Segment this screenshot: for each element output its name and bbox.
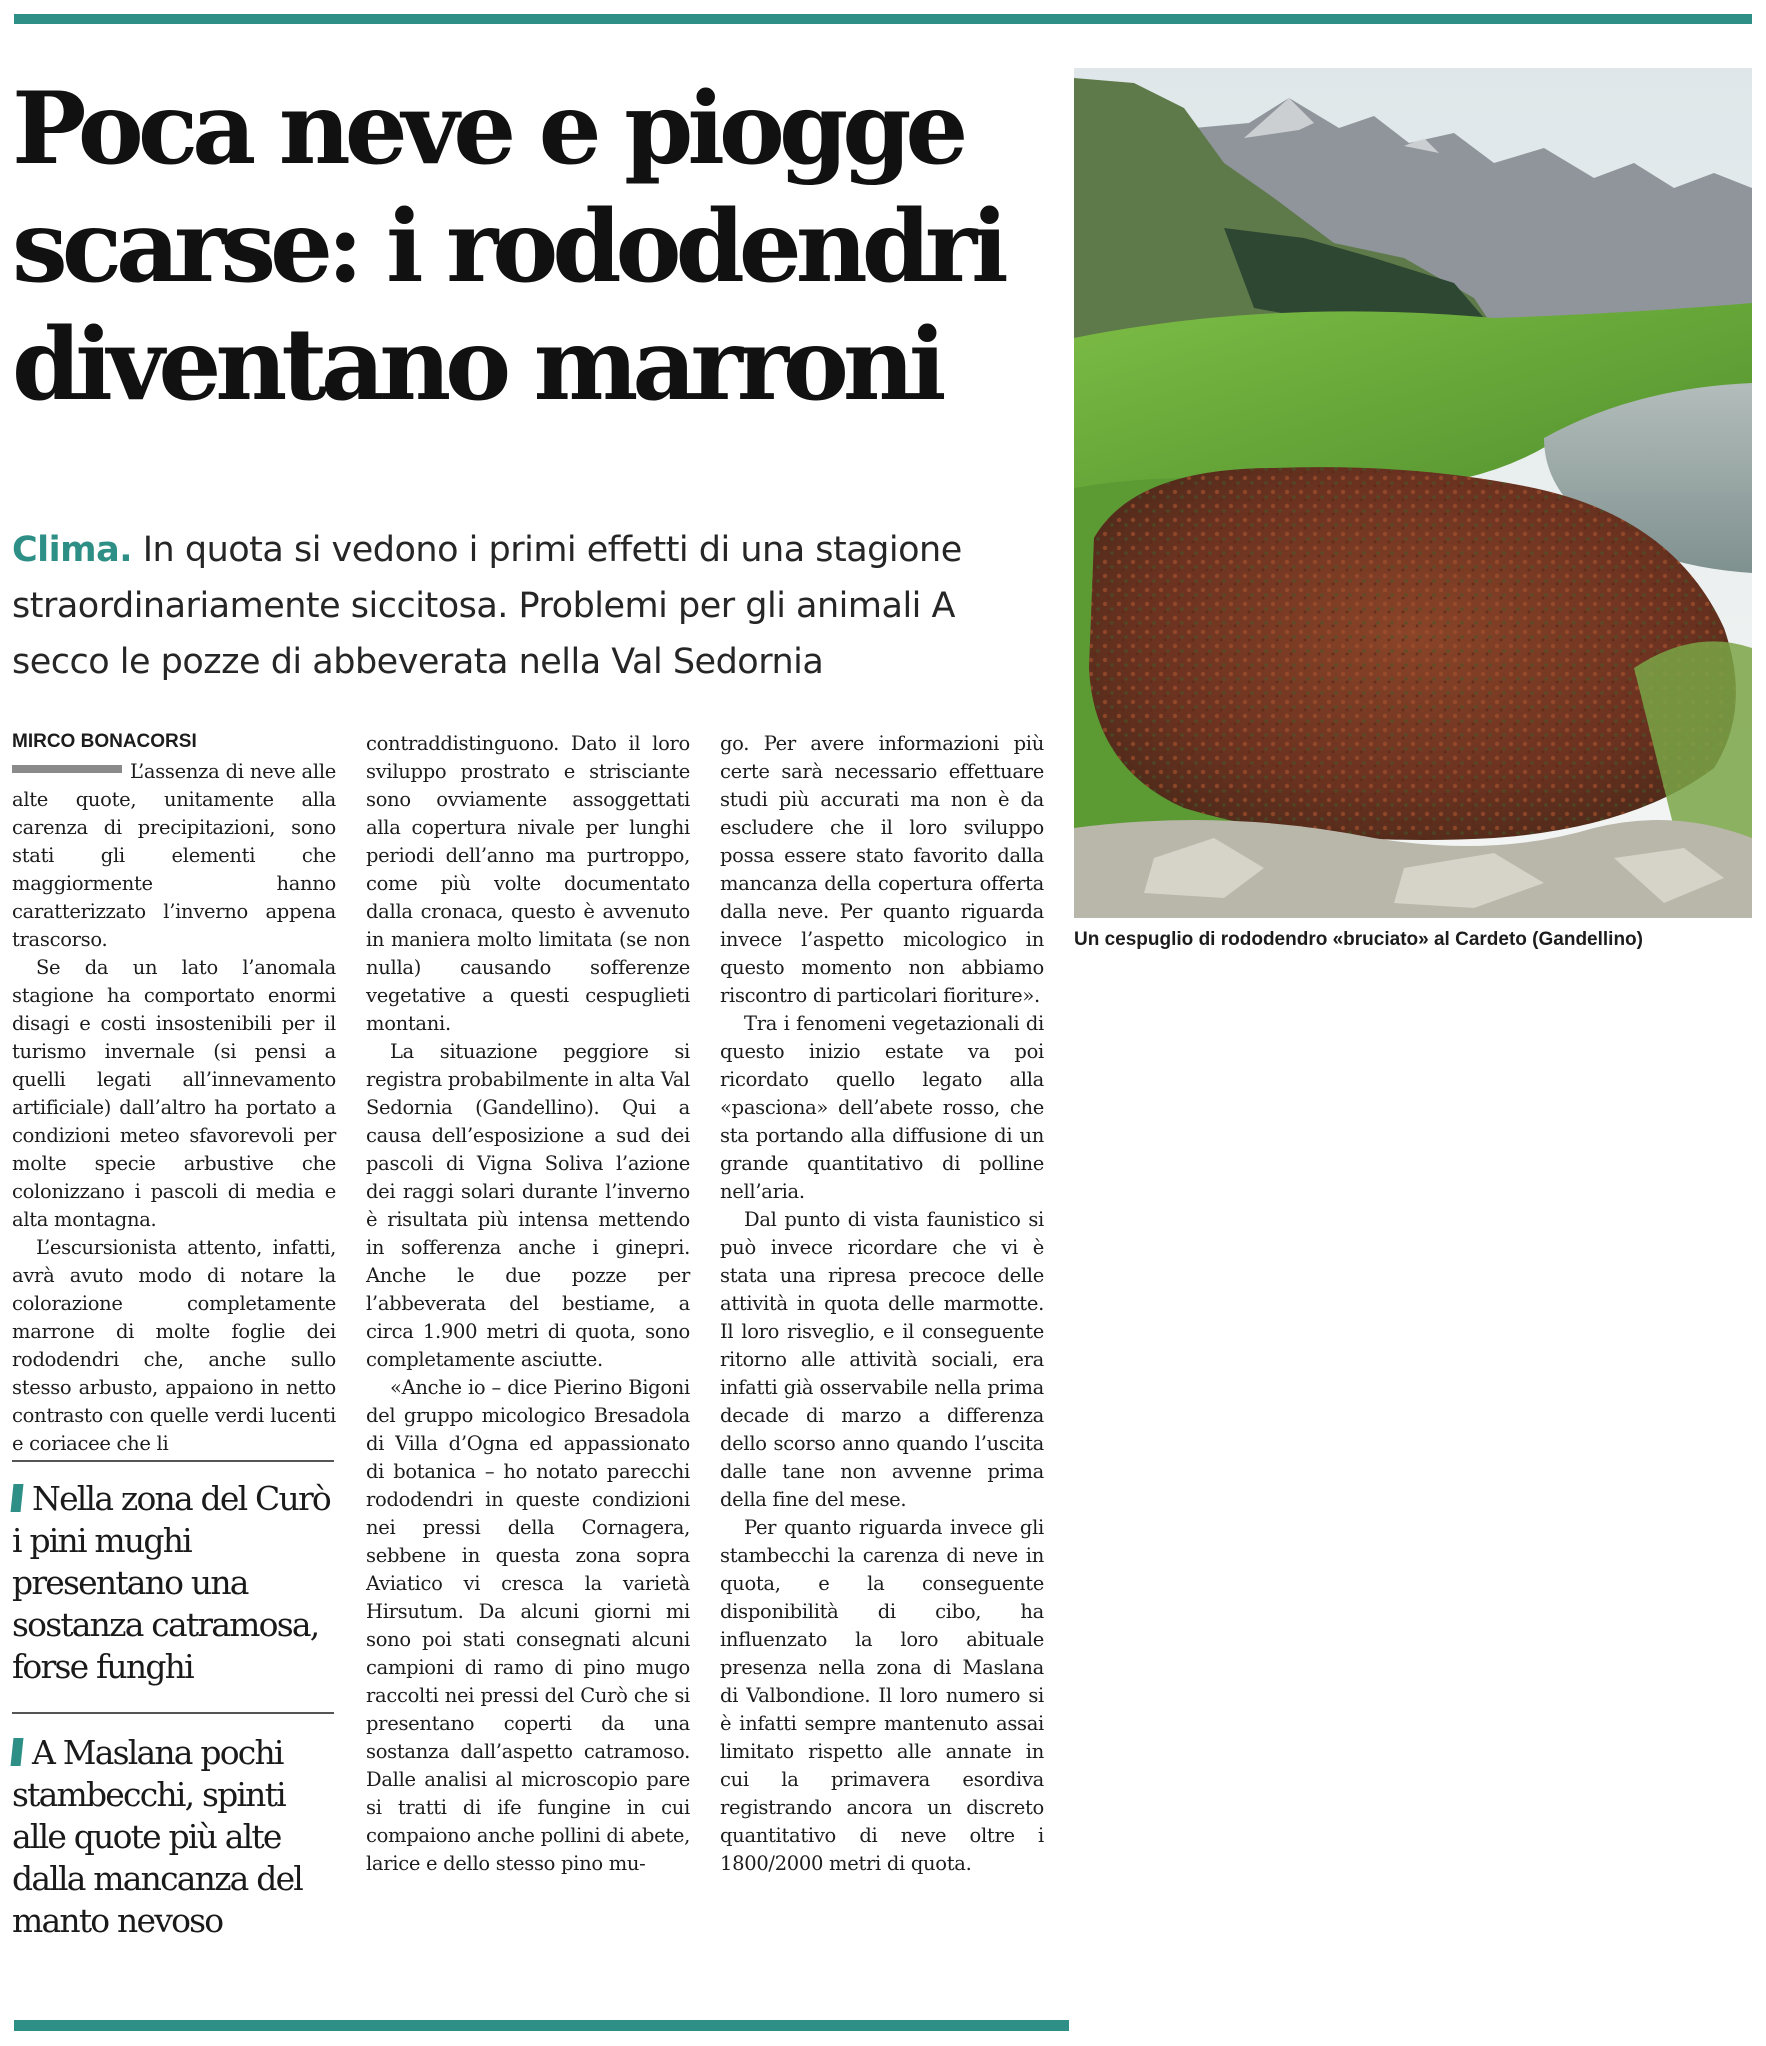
paragraph: La situazione peggiore si registra probabilmente in alta Val Sedornia (Gandellino). Qui a causa dell’esposizione a sud dei pascoli di Vigna Soliva l’azione dei raggi solari durante l’inverno è risultata più intensa mettendo in sofferenza anche i ginepri. Anche le due pozze per l’abbeverata del bestiame, a circa 1.900 metri di quota, sono completamente asciutte. xyxy=(366,1040,690,1371)
pullquote-1: Nella zona del Curò i pini mughi presentano una sostanza catramosa, forse funghi xyxy=(12,1479,330,1686)
headline: Poca neve e piogge scarse: i rododendri diventano marroni xyxy=(12,71,1003,423)
pullquote-rule xyxy=(12,1460,334,1462)
paragraph: contraddistinguono. Dato il loro sviluppo prostrato e strisciante sono ovviamente assoggettati alla copertura nivale per lunghi periodi dell’anno ma purtroppo, come più volte documentato dalla cronaca, questo è avvenuto in maniera molto limitata (se non nulla) causando sofferenze vegetative a questi cespuglieti montani. xyxy=(366,732,690,1035)
top-rule xyxy=(14,14,1752,24)
photo-rhododendron-landscape xyxy=(1074,68,1752,918)
pullquote-2: A Maslana pochi stambecchi, spinti alle quote più alte dalla mancanza del manto nevoso xyxy=(12,1733,303,1940)
pullquote-marker xyxy=(11,1738,24,1766)
deck-tag: Clima. xyxy=(12,530,133,570)
paragraph: go. Per avere informazioni più certe sarà necessario effettuare studi più accurati ma non è da escludere che il loro sviluppo possa essere stato favorito dalla mancanza della copertura offerta dalla neve. Per quanto riguarda invece l’aspetto micologico in questo momento non abbiamo riscontro di particolari fioriture». xyxy=(720,732,1044,1007)
paragraph: Dal punto di vista faunistico si può invece ricordare che vi è stata una ripresa precoce delle attività in quota delle marmotte. Il loro risveglio, e il conseguente ritorno alle attività sociali, era infatti già osservabile nella prima decade di marzo a differenza dello scorso anno quando l’uscita dalle tane non avvenne prima della fine del mese. xyxy=(720,1208,1044,1511)
article-column-1 xyxy=(12,758,336,1458)
paragraph: Tra i fenomeni vegetazionali di questo inizio estate va poi ricordato quello legato alla «pasciona» dell’abete rosso, che sta portando alla diffusione di un grande quantitativo di polline nell’aria. xyxy=(720,1012,1044,1203)
paragraph: L’assenza di neve alle alte quote, unitamente alla carenza di precipitazioni, sono stati gli elementi che maggiormente hanno caratterizzato l’inverno appena trascorso. xyxy=(12,760,336,951)
deck-text: In quota si vedono i primi effetti di una stagione straordinariamente siccitosa. Problemi per gli animali A secco le pozze di abbeverata nella Val Sedornia xyxy=(12,530,962,682)
photo-caption: Un cespuglio di rododendro «bruciato» al Cardeto (Gandellino) xyxy=(1074,929,1643,950)
paragraph: Se da un lato l’anomala stagione ha comportato enormi disagi e costi insostenibili per il turismo invernale (si pensi a quelli legati all’innevamento artificiale) dall’altro ha portato a condizioni meteo sfavorevoli per molte specie arbustive che colonizzano i pascoli di media e alta montagna. xyxy=(12,956,336,1231)
byline: MIRCO BONACORSI xyxy=(12,731,197,752)
paragraph: Per quanto riguarda invece gli stambecchi la carenza di neve in quota, e la conseguente disponibilità di cibo, ha influenzato la loro abituale presenza nella zona di Maslana di Valbondione. Il loro numero si è infatti sempre mantenuto assai limitato rispetto alle annate in cui la primavera esordiva registrando ancora un discreto quantitativo di neve oltre i 1800/2000 metri di quota. xyxy=(720,1516,1044,1875)
paragraph: L’escursionista attento, infatti, avrà avuto modo di notare la colorazione completamente marrone di molte foglie dei rododendri che, anche sullo stesso arbusto, appaiono in netto contrasto con quelle verdi lucenti e coriacee che li xyxy=(12,1236,336,1455)
deck xyxy=(12,522,1062,690)
paragraph: «Anche io – dice Pierino Bigoni del gruppo micologico Bresadola di Villa d’Ogna ed appassionato di botanica – ho notato parecchi rododendri in queste condizioni nei pressi della Cornagera, sebbene in questa zona sopra Aviatico vi cresca la varietà Hirsutum. Da alcuni giorni mi sono poi stati consegnati alcuni campioni di ramo di pino mugo raccolti nei pressi del Curò che si presentano coperti da una sostanza dall’aspetto catramoso. Dalle analisi al microscopio pare si tratti di ife fungine in cui compaiono anche pollini di abete, larice e dello stesso pino mu- xyxy=(366,1376,690,1875)
pullquote-rule xyxy=(12,1712,334,1714)
article-column-3 xyxy=(720,730,1044,1878)
pullquote-marker xyxy=(11,1484,24,1512)
lead-bar xyxy=(12,765,122,773)
article-column-2 xyxy=(366,730,690,1878)
bottom-rule xyxy=(14,2020,1069,2031)
photo-illustration xyxy=(1074,68,1752,918)
